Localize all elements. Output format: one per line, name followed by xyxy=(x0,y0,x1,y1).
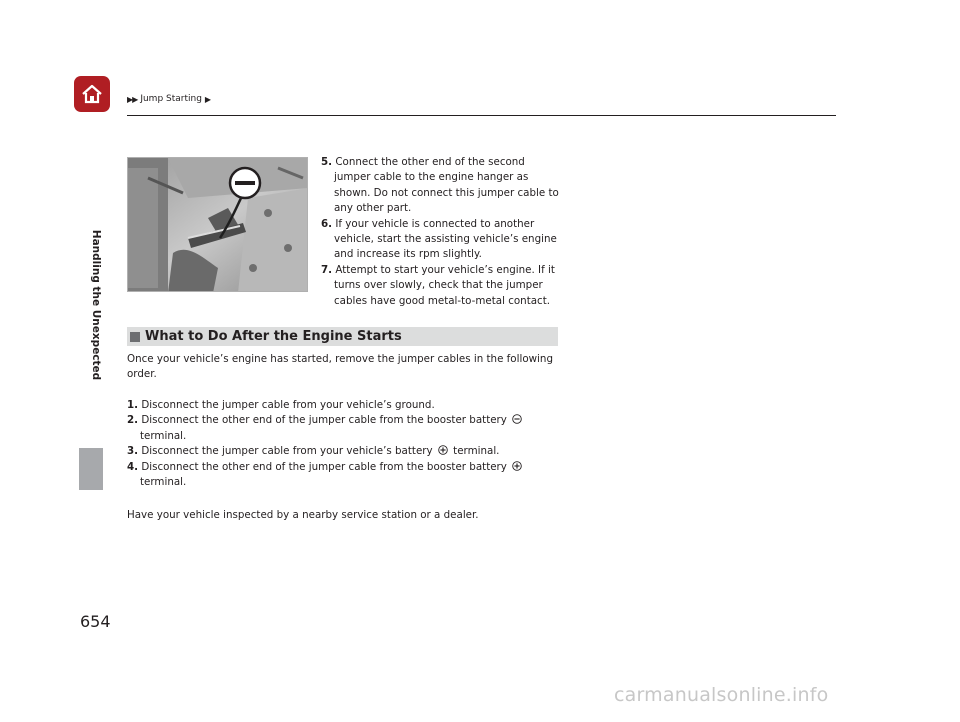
step-text: Disconnect the jumper cable from your vehicle’s battery xyxy=(141,445,433,458)
steps-list-bottom xyxy=(127,398,557,490)
step-number: 4. xyxy=(127,460,139,473)
positive-terminal-icon xyxy=(512,461,522,471)
step-text: Disconnect the other end of the jumper cable from the booster battery xyxy=(141,414,507,427)
breadcrumb xyxy=(127,94,211,104)
section-title: What to Do After the Engine Starts xyxy=(145,329,402,344)
intro-paragraph: Once your vehicle’s engine has started, remove the jumper cables in the following order. xyxy=(127,353,553,381)
positive-terminal-icon xyxy=(438,445,448,455)
step-text: terminal. xyxy=(140,476,187,489)
step-text: Disconnect the jumper cable from your vehicle’s ground. xyxy=(141,399,435,411)
list-item xyxy=(127,460,557,491)
step-text: Connect the other end of the second jumper cable to the engine hanger as shown. Do not connect this jumper cable to any other part. xyxy=(334,156,559,215)
step-number: 3. xyxy=(127,445,139,458)
step-number: 1. xyxy=(127,399,139,411)
breadcrumb-arrow-icon: ▶ xyxy=(204,94,212,104)
home-icon xyxy=(80,83,104,105)
breadcrumb-arrow-icon: ▶▶ xyxy=(127,94,138,104)
step-text: terminal. xyxy=(453,445,500,458)
step-text: Attempt to start your vehicle’s engine. If it turns over slowly, check that the jumper cables have good metal-to-metal contact. xyxy=(334,263,555,307)
list-item xyxy=(127,444,557,459)
list-item xyxy=(321,217,561,263)
steps-list-top xyxy=(321,155,561,309)
breadcrumb-link[interactable]: Jump Starting xyxy=(140,94,202,104)
watermark: carmanualsonline.info xyxy=(614,684,829,706)
list-item xyxy=(321,263,561,309)
list-item xyxy=(127,413,557,444)
chapter-tab[interactable] xyxy=(79,448,103,490)
engine-hanger-illustration xyxy=(127,157,308,292)
section-header xyxy=(127,327,558,346)
negative-terminal-icon xyxy=(512,414,522,424)
section-marker-icon xyxy=(130,332,140,342)
step-number: 5. xyxy=(321,156,333,168)
step-number: 7. xyxy=(321,263,333,276)
step-number: 6. xyxy=(321,217,333,230)
page-number: 654 xyxy=(80,612,111,631)
step-text: If your vehicle is connected to another vehicle, start the assisting vehicle’s engine and increase its rpm slightly. xyxy=(334,217,557,261)
step-text: terminal. xyxy=(140,429,187,442)
chapter-label: Handling the Unexpected xyxy=(90,229,102,381)
step-text: Disconnect the other end of the jumper cable from the booster battery xyxy=(141,460,507,473)
list-item xyxy=(321,155,561,217)
list-item xyxy=(127,398,557,413)
negative-terminal-icon xyxy=(235,181,255,185)
header-divider xyxy=(127,115,836,116)
closing-paragraph: Have your vehicle inspected by a nearby service station or a dealer. xyxy=(127,509,479,521)
step-number: 2. xyxy=(127,414,139,427)
home-button[interactable] xyxy=(74,76,110,112)
